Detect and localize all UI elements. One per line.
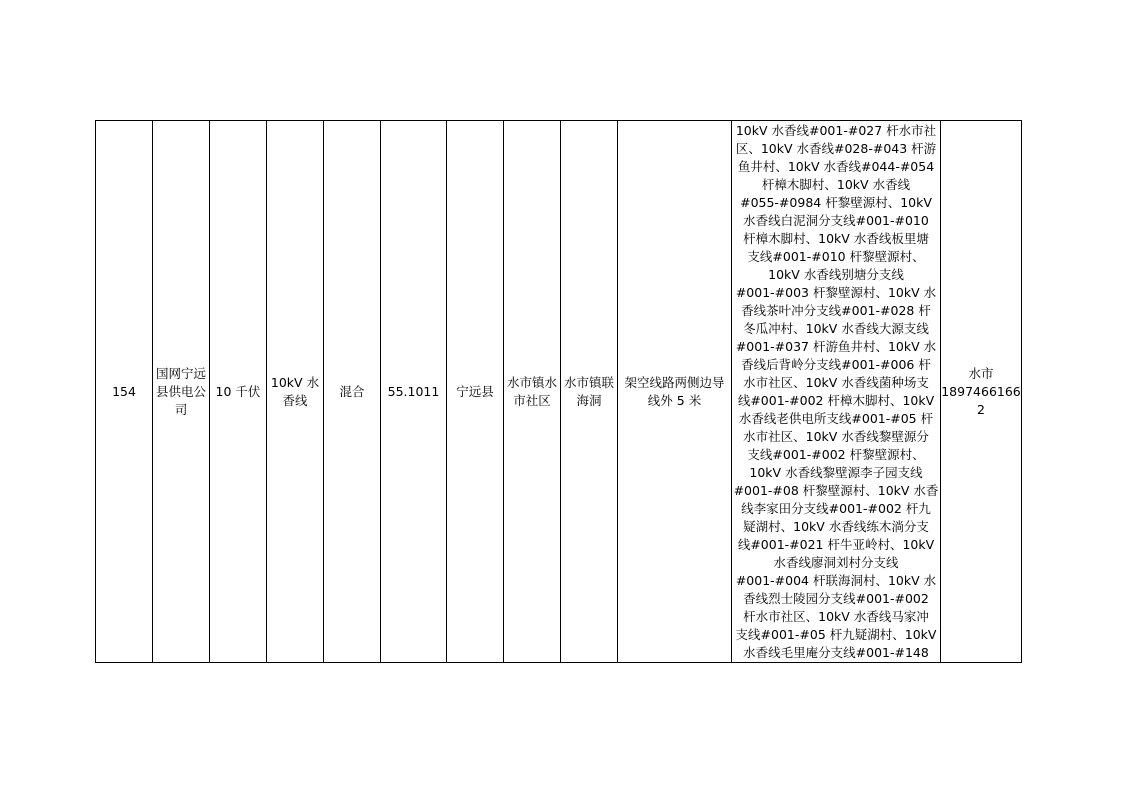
scope-line: #001-#037 杆游鱼井村、10kV 水 (735, 338, 937, 354)
scope-line: 10kV 水香线黎壁源李子园支线 (749, 464, 923, 480)
scope-line: 鱼井村、10kV 水香线#044-#054 (737, 158, 935, 174)
town-village-cell: 水市镇联海洞 (561, 121, 618, 663)
line-name-cell: 10kV 水香线 (267, 121, 324, 663)
scope-line: 水香线毛里庵分支线#001-#148 (743, 644, 929, 660)
scope-line: #055-#0984 杆黎壁源村、10kV (740, 194, 932, 210)
scope-line: 水市社区、10kV 水香线黎壁源分 (743, 428, 929, 444)
contact-phone: 18974661662 (941, 383, 1021, 417)
seq-cell: 154 (96, 121, 153, 663)
scope-line: 香线烈士陵园分支线#001-#002 (743, 590, 929, 606)
scope-line: 线#001-#002 杆樟木脚村、10kV (737, 392, 935, 408)
scope-line: 杆水市社区、10kV 水香线马家冲 (743, 608, 929, 624)
town-community-cell: 水市镇水市社区 (504, 121, 561, 663)
scope-line: 支线#001-#05 杆九疑湖村、10kV (735, 626, 937, 642)
scope-line: 疑湖村、10kV 水香线练木淌分支 (743, 518, 929, 534)
scope-line: 支线#001-#010 杆黎壁源村、 (747, 248, 925, 264)
scope-line: 支线#001-#002 杆黎壁源村、 (747, 446, 925, 462)
scope-line: 区、10kV 水香线#028-#043 杆游 (735, 140, 937, 156)
scope-line: 香线茶叶冲分支线#001-#028 杆 (741, 302, 931, 318)
voltage-cell: 10 千伏 (210, 121, 267, 663)
company-cell: 国网宁远县供电公司 (153, 121, 210, 663)
scope-line: #001-#08 杆黎壁源村、10kV 水香 (733, 482, 939, 498)
scope-line: 水香线廖洞刘村分支线 (773, 554, 899, 570)
county-cell: 宁远县 (447, 121, 504, 663)
length-cell: 55.1011 (381, 121, 447, 663)
line-type-cell: 混合 (324, 121, 381, 663)
scope-line: 10kV 水香线#001-#027 杆水市社 (735, 122, 937, 138)
scope-cell (732, 121, 941, 663)
scope-line: 香线后背岭分支线#001-#006 杆 (741, 356, 931, 372)
contact-name: 水市 (968, 365, 994, 381)
scope-line: 水香线白泥洞分支线#001-#010 (743, 212, 929, 228)
scope-line: 10kV 水香线别塘分支线 (768, 266, 904, 282)
contact-cell (941, 121, 1022, 663)
scope-line: 杆樟木脚村、10kV 水香线板里塘 (743, 230, 929, 246)
scope-line: 水市社区、10kV 水香线菌种场支 (743, 374, 929, 390)
scope-line: 杆樟木脚村、10kV 水香线 (761, 176, 911, 192)
scope-line: 线李家田分支线#001-#002 杆九 (741, 500, 931, 516)
scope-line: #001-#003 杆黎壁源村、10kV 水 (735, 284, 937, 300)
scope-line: 冬瓜冲村、10kV 水香线大源支线 (743, 320, 929, 336)
scope-line: #001-#004 杆联海洞村、10kV 水 (735, 572, 937, 588)
protection-zone-cell: 架空线路两侧边导线外 5 米 (618, 121, 732, 663)
scope-line: 水香线老供电所支线#001-#05 杆 (738, 410, 934, 426)
scope-line: 线#001-#021 杆牛亚岭村、10kV (737, 536, 935, 552)
scope-text (732, 122, 940, 662)
table-row (96, 121, 1022, 663)
facility-table (95, 120, 1022, 663)
